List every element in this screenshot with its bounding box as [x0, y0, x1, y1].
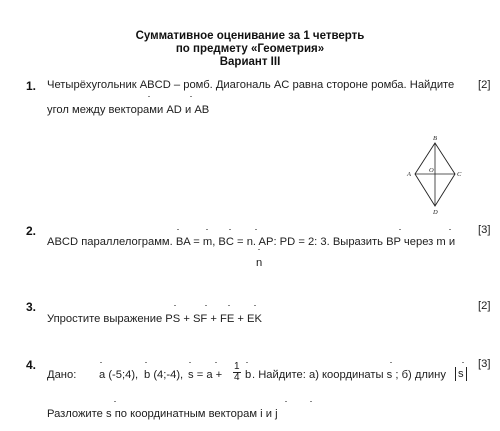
title-line-3: Вариант III [219, 56, 281, 68]
task-4-fraction [232, 362, 242, 383]
title-line-1: Суммативное оценивание за 1 четверть [135, 30, 365, 42]
fraction-denominator: 4 [234, 372, 240, 383]
vector-mark-n [255, 229, 257, 230]
vector-mark-i [285, 401, 287, 402]
task-3-text: Упростите выражение PS + SF + FE + EK [47, 313, 262, 325]
vector-mark-a [100, 362, 102, 363]
task-3-number: 3. [26, 300, 37, 314]
vertex-label-b: B [433, 135, 437, 142]
task-4-vector-b-end: b [245, 369, 252, 381]
vector-mark-bc [229, 229, 231, 230]
task-4-points: [3] [478, 358, 491, 370]
fraction-numerator: 1 [234, 361, 240, 372]
vertex-label-a: A [407, 171, 411, 178]
task-4-find-text: . Найдите: а) координаты s ; б) длину [252, 369, 446, 381]
vector-mark-s4 [114, 401, 116, 402]
task-4-vector-length: s [453, 367, 469, 381]
task-1-number: 1. [26, 79, 37, 93]
task-2-points: [3] [478, 224, 491, 236]
vector-mark-j [310, 401, 312, 402]
title-line-2: по предмету «Геометрия» [175, 43, 325, 55]
rhombus-diagram [400, 132, 470, 218]
vector-mark-sf [205, 305, 207, 306]
vector-mark-m [206, 229, 208, 230]
abs-bar-right [466, 367, 467, 381]
task-4-vector-s-equation: s = a + [188, 369, 223, 381]
vector-mark-bp [399, 229, 401, 230]
vector-mark-n2 [258, 249, 260, 250]
vector-mark-a2 [215, 362, 217, 363]
task-2-vector-n: n [256, 257, 263, 269]
task-1-points: [2] [478, 79, 491, 91]
task-4-number: 4. [26, 358, 37, 372]
task-2-number: 2. [26, 224, 37, 238]
task-2-text: ABCD параллелограмм. BA = m, BC = n. AP: PD = 2: 3. Выразить BP через m и [47, 236, 456, 248]
task-1-text-line-2: угол между векторами AD и AB [47, 104, 210, 116]
vector-mark-ek [254, 305, 256, 306]
abs-bar-left [455, 367, 456, 381]
vertex-label-c: C [457, 171, 462, 178]
vector-mark-ab [190, 96, 192, 97]
vector-mark-b [145, 362, 147, 363]
center-label-o: O [429, 167, 434, 174]
vector-mark-s [189, 362, 191, 363]
task-1-text-line-1: Четырёхугольник ABCD – ромб. Диагональ AC равна стороне ромба. Найдите [47, 79, 455, 91]
task-4-vector-b: b (4;-4), [144, 369, 184, 381]
vector-mark-s3 [462, 362, 464, 363]
vector-mark-ad [148, 96, 150, 97]
task-3-points: [2] [478, 300, 491, 312]
vector-mark-ba [177, 229, 179, 230]
vector-mark-s2 [390, 362, 392, 363]
vertex-label-d: D [433, 209, 438, 216]
vector-mark-m2 [449, 229, 451, 230]
vector-mark-fe [228, 305, 230, 306]
task-4-given-label: Дано: [47, 369, 77, 381]
task-4-text-line-2: Разложите s по координатным векторам i и j [47, 408, 278, 420]
task-4-vector-a: a (-5;4), [99, 369, 139, 381]
vector-mark-b2 [246, 362, 248, 363]
vector-mark-ps [174, 305, 176, 306]
